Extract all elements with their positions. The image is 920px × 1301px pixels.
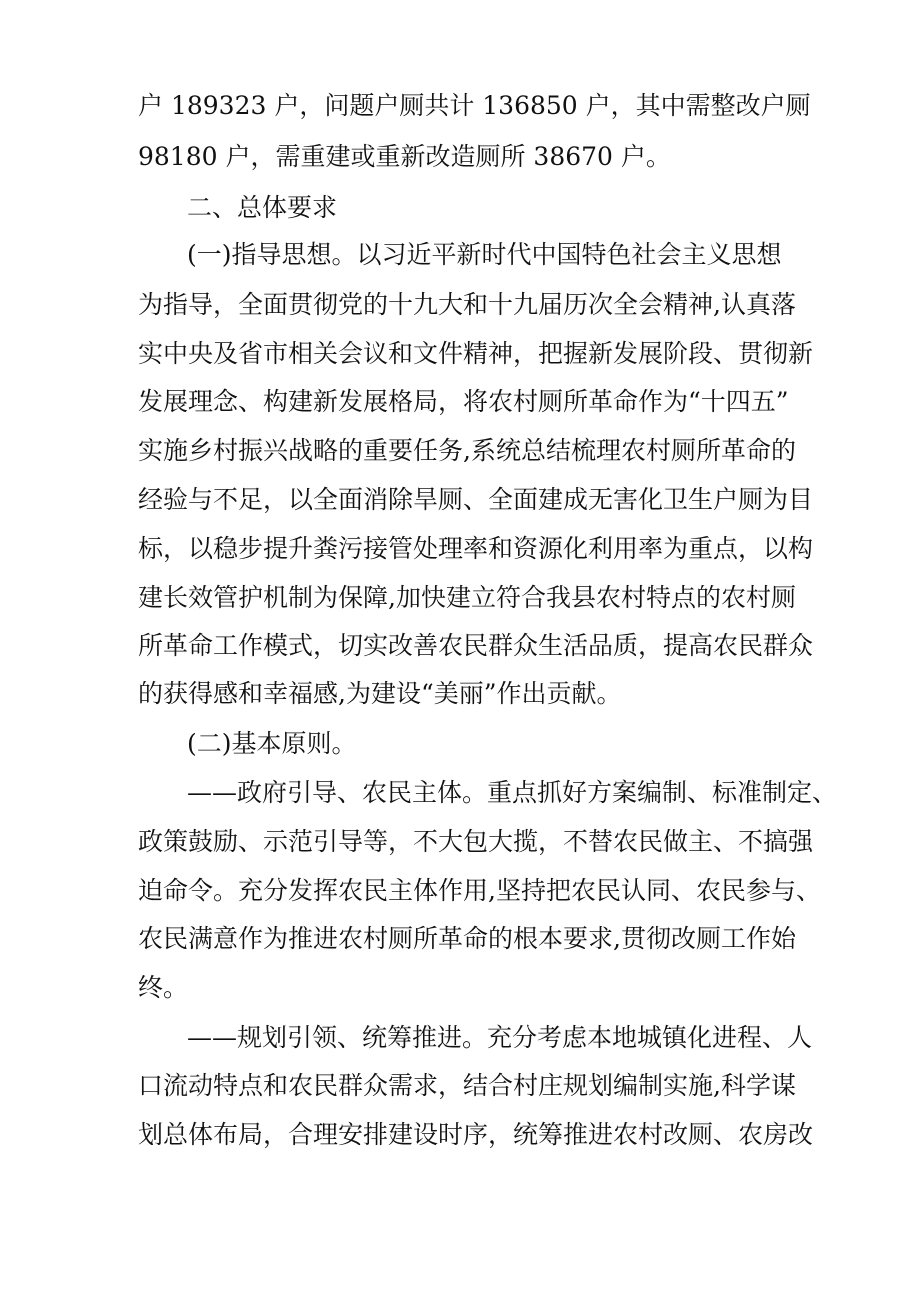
text-line: ——政府引导、农民主体。重点抓好方案编制、标准制定、 <box>187 778 838 807</box>
text-line: 建长效管护机制为保障,加快建立符合我县农村特点的农村厕 <box>138 583 796 612</box>
section-heading: 二、总体要求 <box>187 193 338 222</box>
text-line: ——规划引领、统筹推进。充分考虑本地城镇化进程、人 <box>187 1023 813 1052</box>
text-line: 为指导，全面贯彻党的十九大和十九届历次全会精神,认真落 <box>138 290 796 319</box>
text-line: 实施乡村振兴战略的重要任务,系统总结梳理农村厕所革命的 <box>138 436 796 465</box>
text-line: 的获得感和幸福感,为建设“美丽”作出贡献。 <box>138 679 622 708</box>
text-line: 划总体布局，合理安排建设时序，统筹推进农村改厕、农房改 <box>138 1120 814 1149</box>
text-line: 所革命工作模式，切实改善农民群众生活品质，提高农民群众 <box>138 631 814 660</box>
text-line: 口流动特点和农民群众需求，结合村庄规划编制实施,科学谋 <box>138 1071 796 1100</box>
text-line: 98180 户，需重建或重新改造厕所 38670 户。 <box>138 142 671 171</box>
text-line: 实中央及省市相关会议和文件精神，把握新发展阶段、贯彻新 <box>138 339 814 368</box>
text-line: 终。 <box>138 973 189 1002</box>
text-line: 政策鼓励、示范引导等，不大包大揽，不替农民做主、不搞强 <box>138 827 814 856</box>
text-line: 户 189323 户，问题户厕共计 136850 户，其中需整改户厕 <box>138 91 811 120</box>
text-line: 发展理念、构建新发展格局，将农村厕所革命作为“十四五” <box>138 387 789 416</box>
text-line: 经验与不足，以全面消除旱厕、全面建成无害化卫生户厕为目 <box>138 485 814 514</box>
text-line: 标，以稳步提升粪污接管处理率和资源化利用率为重点，以构 <box>138 534 814 563</box>
subsection-heading: (二)基本原则。 <box>187 729 357 758</box>
subsection-heading: (一)指导思想。以习近平新时代中国特色社会主义思想 <box>187 240 782 269</box>
text-line: 迫命令。充分发挥农民主体作用,坚持把农民认同、农民参与、 <box>138 876 821 905</box>
text-line: 农民满意作为推进农村厕所革命的根本要求,贯彻改厕工作始 <box>138 924 796 953</box>
